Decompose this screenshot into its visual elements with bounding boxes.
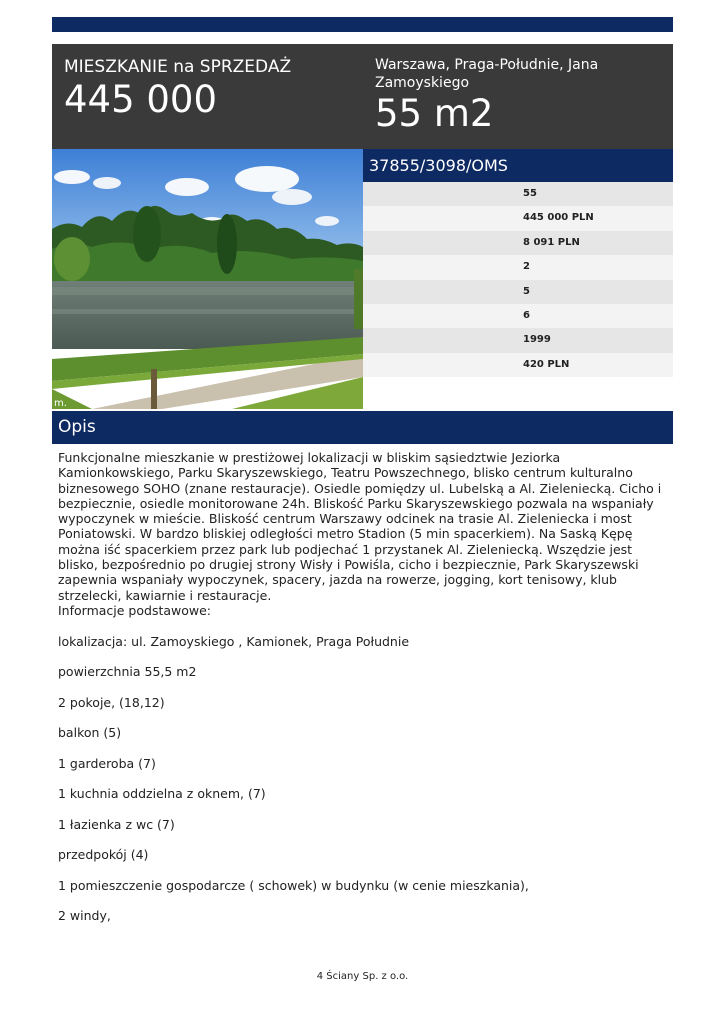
- listing-location: Warszawa, Praga-Południe, Jana Zamoyskiego: [375, 57, 599, 91]
- info-line: balkon (5): [58, 725, 122, 740]
- listing-type: MIESZKANIE na SPRZEDAŻ: [64, 57, 292, 77]
- listing-header: [52, 44, 673, 149]
- param-row: [363, 353, 673, 377]
- param-value: 6: [523, 309, 530, 321]
- property-photo: [52, 149, 363, 409]
- info-line: przedpokój (4): [58, 847, 149, 862]
- description-text: [58, 450, 670, 603]
- param-row: [363, 328, 673, 352]
- param-value: 420 PLN: [523, 358, 570, 370]
- info-line: 1 pomieszczenie gospodarcze ( schowek) w budynku (w cenie mieszkania),: [58, 877, 529, 893]
- reference-bar: [363, 149, 673, 182]
- param-row: [363, 280, 673, 304]
- footer-company: 4 Ściany Sp. z o.o.: [316, 971, 409, 982]
- info-line: 1 garderoba (7): [58, 755, 156, 771]
- photo-watermark: m.: [54, 398, 67, 409]
- param-value: 5: [523, 285, 530, 297]
- info-line: 2 pokoje, (18,12): [58, 694, 165, 710]
- param-value: 2: [523, 261, 530, 273]
- param-value: 8 091 PLN: [523, 236, 580, 248]
- info-line: lokalizacja: ul. Zamoyskiego , Kamionek, Praga Południe: [58, 633, 410, 649]
- section-title: Opis: [58, 417, 96, 437]
- param-row: [363, 231, 673, 255]
- info-line: 1 kuchnia oddzielna z oknem, (7): [58, 786, 266, 801]
- listing-area: 55 m2: [375, 92, 494, 135]
- listing-price: 445 000: [64, 78, 218, 121]
- info-line: 1 łazienka z wc (7): [58, 816, 175, 832]
- info-line: 2 windy,: [58, 908, 111, 923]
- description-section-header: [52, 411, 673, 444]
- param-row: [363, 304, 673, 328]
- park-lake-image: [52, 149, 363, 409]
- param-value: 1999: [523, 334, 551, 346]
- parameters-table: [363, 182, 673, 377]
- param-row: [363, 206, 673, 230]
- info-line: powierzchnia 55,5 m2: [58, 664, 197, 679]
- basic-info-list: [58, 603, 670, 939]
- description-paragraph: Funkcjonalne mieszkanie w prestiżowej lokalizacji w bliskim sąsiedztwie Jeziorka Kamionkowskiego, Parku Skaryszewskiego, Teatru Powszechnego, blisko centrum kulturalno biznesowego SOHO (znane restauracje). Osiedle pomiędzy ul. Lubelską a Al. Zieleniecką. Cicho i bezpiecznie, osiedle monitorowane 24h. Bliskość Parku Skaryszewskiego pozwala na wspaniały wypoczynek w mieście. Bliskość centrum Warszawy odcinek na trasie Al. Zieleniecka i most Poniatowski. W bardzo bliskiej odległości metro Stadion (5 min spacerkiem). Na Saską Kępę można iść spacerkiem przez park lub podjechać 1 przystanek Al. Zieleniecką. Wszędzie jest blisko, bezpośrednio po drugiej strony Wisły i Powiśla, cicho i bezpiecznie, Park Skaryszewski zapewnia wspaniały wypoczynek, spacery, jazda na rowerze, jogging, kort tenisowy, klub strzelecki, kawiarnie i restauracje.: [58, 450, 662, 603]
- reference-number: 37855/3098/OMS: [369, 156, 508, 175]
- header-right: [375, 56, 665, 136]
- param-row: [363, 255, 673, 279]
- top-accent-bar: [52, 17, 673, 32]
- param-value: 445 000 PLN: [523, 212, 594, 224]
- header-left: [64, 56, 354, 122]
- info-line: Informacje podstawowe:: [58, 603, 212, 618]
- param-value: 55: [523, 188, 537, 199]
- param-row: [363, 182, 673, 206]
